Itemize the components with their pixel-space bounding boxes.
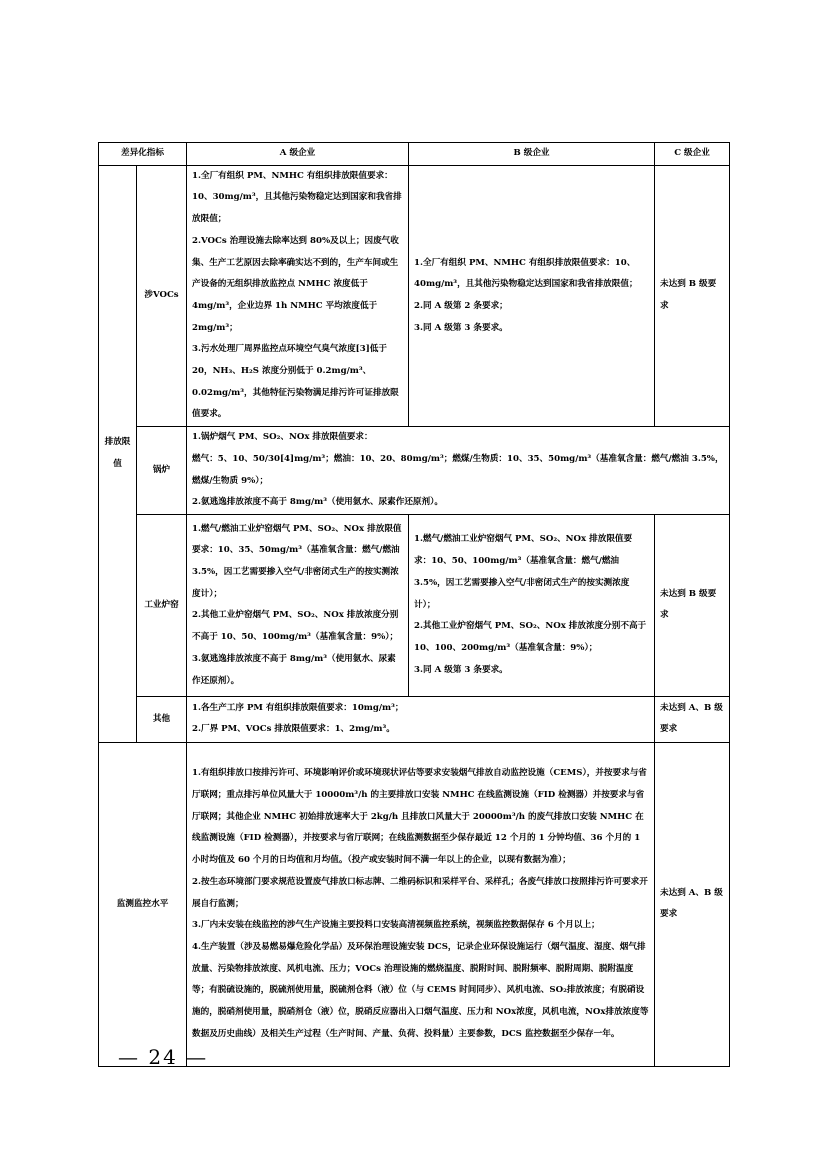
boiler-1: 1.锅炉烟气 PM、SO₂、NOx 排放限值要求：	[192, 432, 373, 443]
subcat-kiln: 工业炉窑	[137, 514, 187, 696]
monitoring-4: 4.生产装置（涉及易燃易爆危险化学品）及环保治理设施安装 DCS，记录企业环保设施运行（烟气温度、湿度、烟气排放量、污染物排放浓度、风机电流、压力；VOCs 治理设施的燃烧温度、脱附时间、脱附频率、脱附周期、脱附温度等；有脱硫设施的，脱硫剂使用量，脱硫剂仓料（液）位（与 CEMS 时间同步）、风机电流、SO₂排放浓度；有脱硝设施的，脱硝剂使用量，脱硝剂仓（液）位，脱硝反应器出入口烟气温度、压力和 NOx浓度，风机电流，NOx排放浓度等数据及历史曲线）及相关生产过程（生产时间、产量、负荷、投料量）主要参数，DCS 监控数据至少保存一年。	[192, 942, 649, 1039]
other-ab	[187, 696, 655, 742]
monitoring-c: 未达到 A、B 级要求	[655, 742, 730, 1066]
vocs-b-2: 2.同 A 级第 2 条要求；	[414, 300, 508, 311]
boiler-ab	[187, 427, 730, 515]
vocs-a-1: 1.全厂有组织 PM、NMHC 有组织排放限值要求：10、30mg/m³，且其他污染物稳定达到国家和我省排放限值；	[192, 170, 402, 225]
vocs-b	[409, 165, 655, 426]
subcat-vocs: 涉VOCs	[137, 165, 187, 426]
category-emission: 排放限值	[99, 165, 137, 742]
category-monitoring: 监测监控水平	[99, 742, 187, 1066]
row-boiler	[99, 427, 730, 515]
monitoring-2: 2.按生态环境部门要求规范设置废气排放口标志牌、二维码标识和采样平台、采样孔；各废气排放口按照排污许可要求开展自行监测；	[192, 876, 648, 909]
other-1: 1.各生产工序 PM 有组织排放限值要求：10mg/m³；	[192, 702, 404, 713]
header-b: B 级企业	[409, 143, 655, 166]
vocs-c: 未达到 B 级要求	[655, 165, 730, 426]
vocs-a-3: 3.污水处理厂周界监控点环境空气臭气浓度[3]低于 20，NH₃、H₂S 浓度分别低于 0.2mg/m³、0.02mg/m³，其他特征污染物满足排污许可证排放限值要求。	[192, 344, 399, 420]
row-kiln	[99, 514, 730, 696]
subcat-other: 其他	[137, 696, 187, 742]
other-2: 2.厂界 PM、VOCs 排放限值要求：1、2mg/m³。	[192, 724, 395, 735]
kiln-b-1: 1.燃气/燃油工业炉窑烟气 PM、SO₂、NOx 排放限值要求：10、50、100mg/m³（基准氧含量：燃气/燃油 3.5%，因工艺需要掺入空气/非密闭式生产的按实测浓度计）；	[414, 534, 633, 610]
boiler-3: 2.氨逃逸排放浓度不高于 8mg/m³（使用氨水、尿素作还原剂）。	[192, 497, 444, 508]
row-vocs	[99, 165, 730, 426]
monitoring-3: 3.厂内未安装在线监控的涉气生产设施主要投料口安装高清视频监控系统，视频监控数据保存 6 个月以上；	[192, 920, 600, 931]
vocs-b-3: 3.同 A 级第 3 条要求。	[414, 322, 508, 333]
other-c: 未达到 A、B 级要求	[655, 696, 730, 742]
kiln-b	[409, 514, 655, 696]
kiln-b-2: 2.其他工业炉窑烟气 PM、SO₂、NOx 排放浓度分别不高于 10、100、200mg/m³（基准氧含量：9%）；	[414, 621, 647, 653]
kiln-a-1: 1.燃气/燃油工业炉窑烟气 PM、SO₂、NOx 排放限值要求：10、35、50mg/m³（基准氧含量：燃气/燃油 3.5%，因工艺需要掺入空气/非密闭式生产的按实测浓度计）；	[192, 523, 402, 599]
header-indicator: 差异化指标	[99, 143, 187, 166]
subcat-boiler: 锅炉	[137, 427, 187, 515]
criteria-table	[98, 142, 730, 1067]
boiler-2: 燃气：5、10、50/30[4]mg/m³；燃油：10、20、80mg/m³；燃煤/生物质：10、35、50mg/m³（基准氧含量：燃气/燃油 3.5%，燃煤/生物质 9%）；	[192, 453, 724, 486]
row-monitoring	[99, 742, 730, 1066]
kiln-c: 未达到 B 级要求	[655, 514, 730, 696]
monitoring-1: 1.有组织排放口按排污许可、环境影响评价或环境现状评估等要求安装烟气排放自动监控设施（CEMS），并按要求与省厅联网；重点排污单位风量大于 10000m³/h 的主要排放口安装 NMHC 在线监测设施（FID 检测器）并按要求与省厅联网；其他企业 NMHC 初始排放速率大于 2kg/h 且排放口风量大于 20000m³/h 的废气排放口安装 NMHC 在线监测设施（FID 检测器），并按要求与省厅联网；在线监测数据至少保存最近 12 个月的 1 分钟均值、36 个月的 1 小时均值及 60 个月的日均值和月均值。（投产或安装时间不满一年以上的企业，以现有数据为准）；	[192, 768, 647, 866]
kiln-b-3: 3.同 A 级第 3 条要求。	[414, 664, 508, 675]
row-other	[99, 696, 730, 742]
vocs-a-2: 2.VOCs 治理设施去除率达到 80%及以上；因废气收集、生产工艺原因去除率确实达不到的，生产车间或生产设备的无组织排放监控点 NMHC 浓度低于 4mg/m³，企业边界 1h NMHC 平均浓度低于 2mg/m³；	[192, 235, 399, 333]
header-row	[99, 143, 730, 166]
kiln-a-3: 3.氨逃逸排放浓度不高于 8mg/m³（使用氨水、尿素作还原剂）。	[192, 653, 396, 686]
header-c: C 级企业	[655, 143, 730, 166]
header-a: A 级企业	[187, 143, 409, 166]
vocs-a	[187, 165, 409, 426]
page-number: — 24 —	[118, 1045, 209, 1069]
monitoring-ab	[187, 742, 655, 1066]
kiln-a	[187, 514, 409, 696]
kiln-a-2: 2.其他工业炉窑烟气 PM、SO₂、NOx 排放浓度分别不高于 10、50、100mg/m³（基准氧含量：9%）；	[192, 610, 399, 643]
vocs-b-1: 1.全厂有组织 PM、NMHC 有组织排放限值要求：10、40mg/m³，且其他污染物稳定达到国家和我省排放限值；	[414, 257, 638, 290]
